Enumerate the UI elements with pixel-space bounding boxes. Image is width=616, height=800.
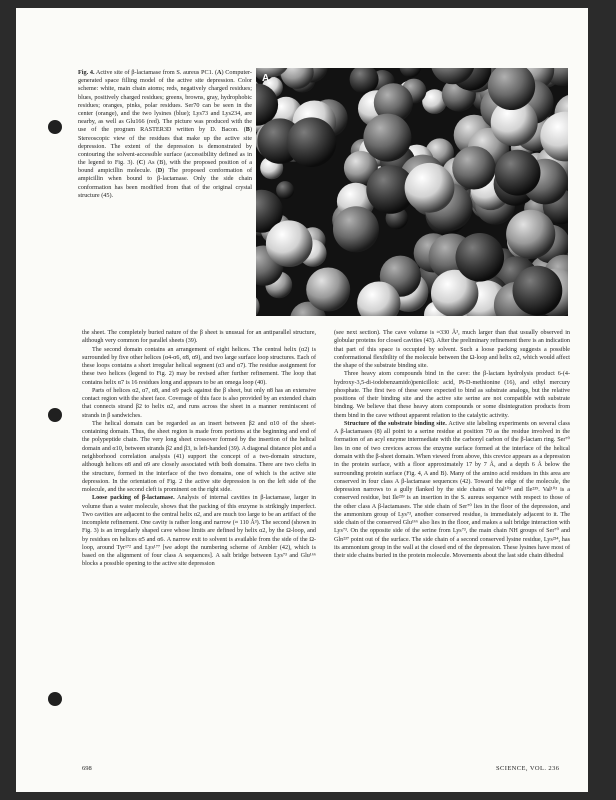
right-text-column bbox=[334, 329, 570, 560]
atom-sphere bbox=[276, 181, 294, 199]
atom-sphere bbox=[405, 163, 455, 213]
paragraph-text: the sheet. The completely buried nature of the β sheet is unusual for an antiparallel structure, although very common for parallel sheets (39). bbox=[82, 330, 316, 345]
paragraph bbox=[82, 420, 316, 494]
caption-panel-c: C bbox=[138, 159, 144, 167]
binder-hole bbox=[48, 692, 62, 706]
caption-label: Fig. 4. bbox=[78, 69, 95, 76]
paragraph-text: Analysis of internal cavities in β-lactamase, larger in volume than a water molecule, shows that the packing of this enzyme is strikingly imperfect. Two cavities are adjacent to the central helix α2, and are much too large to be an artifact of the incomplete refinement. One cavity is rather long and narrow (≈ 110 Å³). The second (shown in Fig. 3) is an irregularly shaped cave whose limits are defined by helix α2, by the Ω-loop, and by residues on helices α5 and α6. A narrow exit to solvent is available from the side of the Ω-loop, around Tyr¹⁷² and Lys¹⁷⁷ [we adopt the numbering scheme of Ambler (42), which is based on the alignment of four class A sequences]. A salt bridge between Lys⁷³ and Glu¹⁶⁶ blocks a possible opening to the active site depression bbox=[82, 495, 317, 568]
figure-panel-label: A bbox=[262, 73, 270, 84]
atom-sphere bbox=[456, 233, 505, 282]
caption-text: Active site of β-lactamase from S. aureus PC1. ( bbox=[95, 69, 218, 76]
journal-volume: SCIENCE, VOL. 236 bbox=[496, 765, 560, 772]
paragraph-text: The helical domain can be regarded as an insert between β2 and α10 of the sheet-containing domain. Thus, the sheet region is made from portions at the beginning and end of the polypeptide chain. The very long sheet crossover formed by the insertion of the helical domain and α10, between strands β2 and β3, is left-handed (39). A diagonal distance plot and a neighborhood correlation analysis (41) support the concept of a two-domain structure, although helices α8 and α9 are closely associated with both domains. There are two clefts in the structure, formed in the interface of the two domains, one of which is the active site depression. In the orientation of Fig. 2 the active site depression is on the left side of the molecule, and the second cleft is prominent on the right side. bbox=[82, 420, 316, 494]
binder-hole bbox=[48, 408, 62, 422]
atom-sphere bbox=[363, 114, 411, 162]
atom-sphere bbox=[333, 206, 379, 252]
paragraph bbox=[334, 370, 570, 420]
caption-text: ) The proposed conformation of ampicillin when bound to β-lactamase. Only the side chain conformation has been modified from that of the original crystal structure (45). bbox=[78, 167, 253, 199]
caption-panel-a: A bbox=[217, 69, 222, 76]
caption-text: ) As (B), with the proposed position of a bound ampicillin molecule. ( bbox=[78, 159, 252, 175]
atom-sphere bbox=[452, 146, 495, 189]
paragraph bbox=[334, 329, 570, 370]
atom-sphere bbox=[513, 266, 563, 316]
paragraph-text: (see next section). The cave volume is ≈330 Å³, much larger than that usually observed in globular proteins for closed cavities (43). After the preliminary refinement there is an indication that part of this space is occupied by solvent. Such a loose packing suggests a possible conformational flexibility of the molecule between the Ω-loop and helix α2, which would affect the shape of the substrate binding site. bbox=[334, 330, 570, 370]
paragraph-text: The second domain contains an arrangement of eight helices. The central helix (α2) is surrounded by five other helices (α4-α6, α8, α9), and two large surface loop structures. Each of these loops contains a short irregular helical segment (α3 and α7). The residue assignment for these two helices (legend to Fig. 2) may be revised after further refinement. The loop that contains helix α7 is 16 residues long and appears to be an omega loop (40). bbox=[82, 346, 316, 386]
paragraph-text: Parts of helices α2, α7, α8, and α9 pack against the β sheet, but only α8 has an extensive contact region with the sheet face. Coverage of this face is also provided by an extended chain that connects strand β2 to helix α2, and runs across the sheet in a manner reminiscent of strands in β sandwiches. bbox=[82, 387, 316, 419]
figure-caption bbox=[78, 69, 252, 200]
atom-sphere bbox=[306, 268, 350, 312]
paragraph-text: Active site labeling experiments on several class A β-lactamases (8) all point to a serine residue at position 70 as the residue involved in the formation of an acyl enzyme intermediate with the carbonyl carbon of the β-lactam ring. Ser⁷⁰ lies in one of two crevices across the enzyme surface formed at the interface of the helical domain with the β-sheet domain. When viewed from above, this crevice appears as a depression in the protein surface, with a floor approximately 17 by 7 Å, and a depth 6 Å below the surrounding protein surface (Fig. 4, A and B). Many of the amino acid residues in this area are conserved in four class A β-lactamase sequences (42). Toward the edge of the molecule, the depression narrows to a gully flanked by the side chains of Val¹⁰³ and Ile²³⁹. Val¹⁰³ is a conserved residue, but Ile²³⁹ is an insertion in the S. aureus sequence with respect to those of the other class A β-lactamases. The side chain of Ser⁷⁰ lies in the floor of the depression, and the ammonium group of Lys⁷³, another conserved residue, is immediately adjacent to it. The side chain of the conserved Glu¹⁶⁶ also lies in the floor, and makes a salt bridge interaction with Lys⁷³. On the opposite side of the serine from Lys⁷³, the main chain NH groups of Ser⁷⁰ and Gln²³⁷ point out of the surface. The side chain of a second conserved lysine residue, Lys²³⁴, has its ammonium group in the wall at the closed end of the depression. These lysines have most of their side chains buried in the protein molecule. Movements about the last side chain dihedral bbox=[334, 420, 571, 560]
caption-panel-b: B bbox=[245, 126, 250, 134]
atom-sphere bbox=[266, 220, 313, 267]
caption-text: ) Stereoscopic view of the residues that make up the active site depression. The extent of the depression is demonstrated by contouring the solvent-accessible surface (accessibility defined as in the legend to Fig. 3). ( bbox=[78, 126, 252, 167]
space-filling-model-figure bbox=[256, 68, 568, 316]
paragraph bbox=[82, 346, 316, 387]
journal-page bbox=[16, 8, 588, 792]
section-heading: Loose packing of β-lactamase. bbox=[92, 495, 175, 502]
paragraph bbox=[334, 420, 570, 561]
paragraph-text: Three heavy atom compounds bind in the cave: the β-lactam hydrolysis product 6-(4-hydroxy-3,5-di-iodobenzamido)penicilloic acid, Pt-D-methionine (16), and ethyl mercury phosphate. The first two of these were expected to bind as substrate analogs, but the relative positions of their binding site and the active site serine are not compatible with substrate binding. We believe that these heavy atom compounds or some disintegration products from them bind in the cave without apparent relation to the catalytic activity. bbox=[334, 371, 570, 419]
paragraph bbox=[82, 387, 316, 420]
paragraph bbox=[82, 329, 316, 346]
atom-sphere bbox=[506, 210, 555, 259]
page-number: 698 bbox=[82, 765, 92, 772]
binder-hole bbox=[48, 120, 62, 134]
caption-panel-d: D bbox=[157, 167, 163, 175]
molecular-model-image bbox=[256, 68, 568, 316]
atom-sphere bbox=[495, 150, 541, 196]
caption-text: ) Computer-generated space filling model of the active site depression. Color scheme: white, main chain atoms; reds, negatively charged residues; blues, positively charged residues; greens, browns, gray, hydrophobic residues; oranges, pinks, polar residues. Ser70 can be seen in the center (orange), and the two lysines (blue); Lys73 and Lys234, are nearby, as well as Glu166 (red). The picture was produced with the use of the program RASTER3D written by D. Bacon. ( bbox=[78, 69, 252, 134]
atom-sphere bbox=[287, 117, 337, 167]
section-heading: Structure of the substrate binding site. bbox=[344, 420, 447, 427]
paragraph bbox=[82, 494, 316, 568]
left-text-column bbox=[82, 329, 316, 569]
